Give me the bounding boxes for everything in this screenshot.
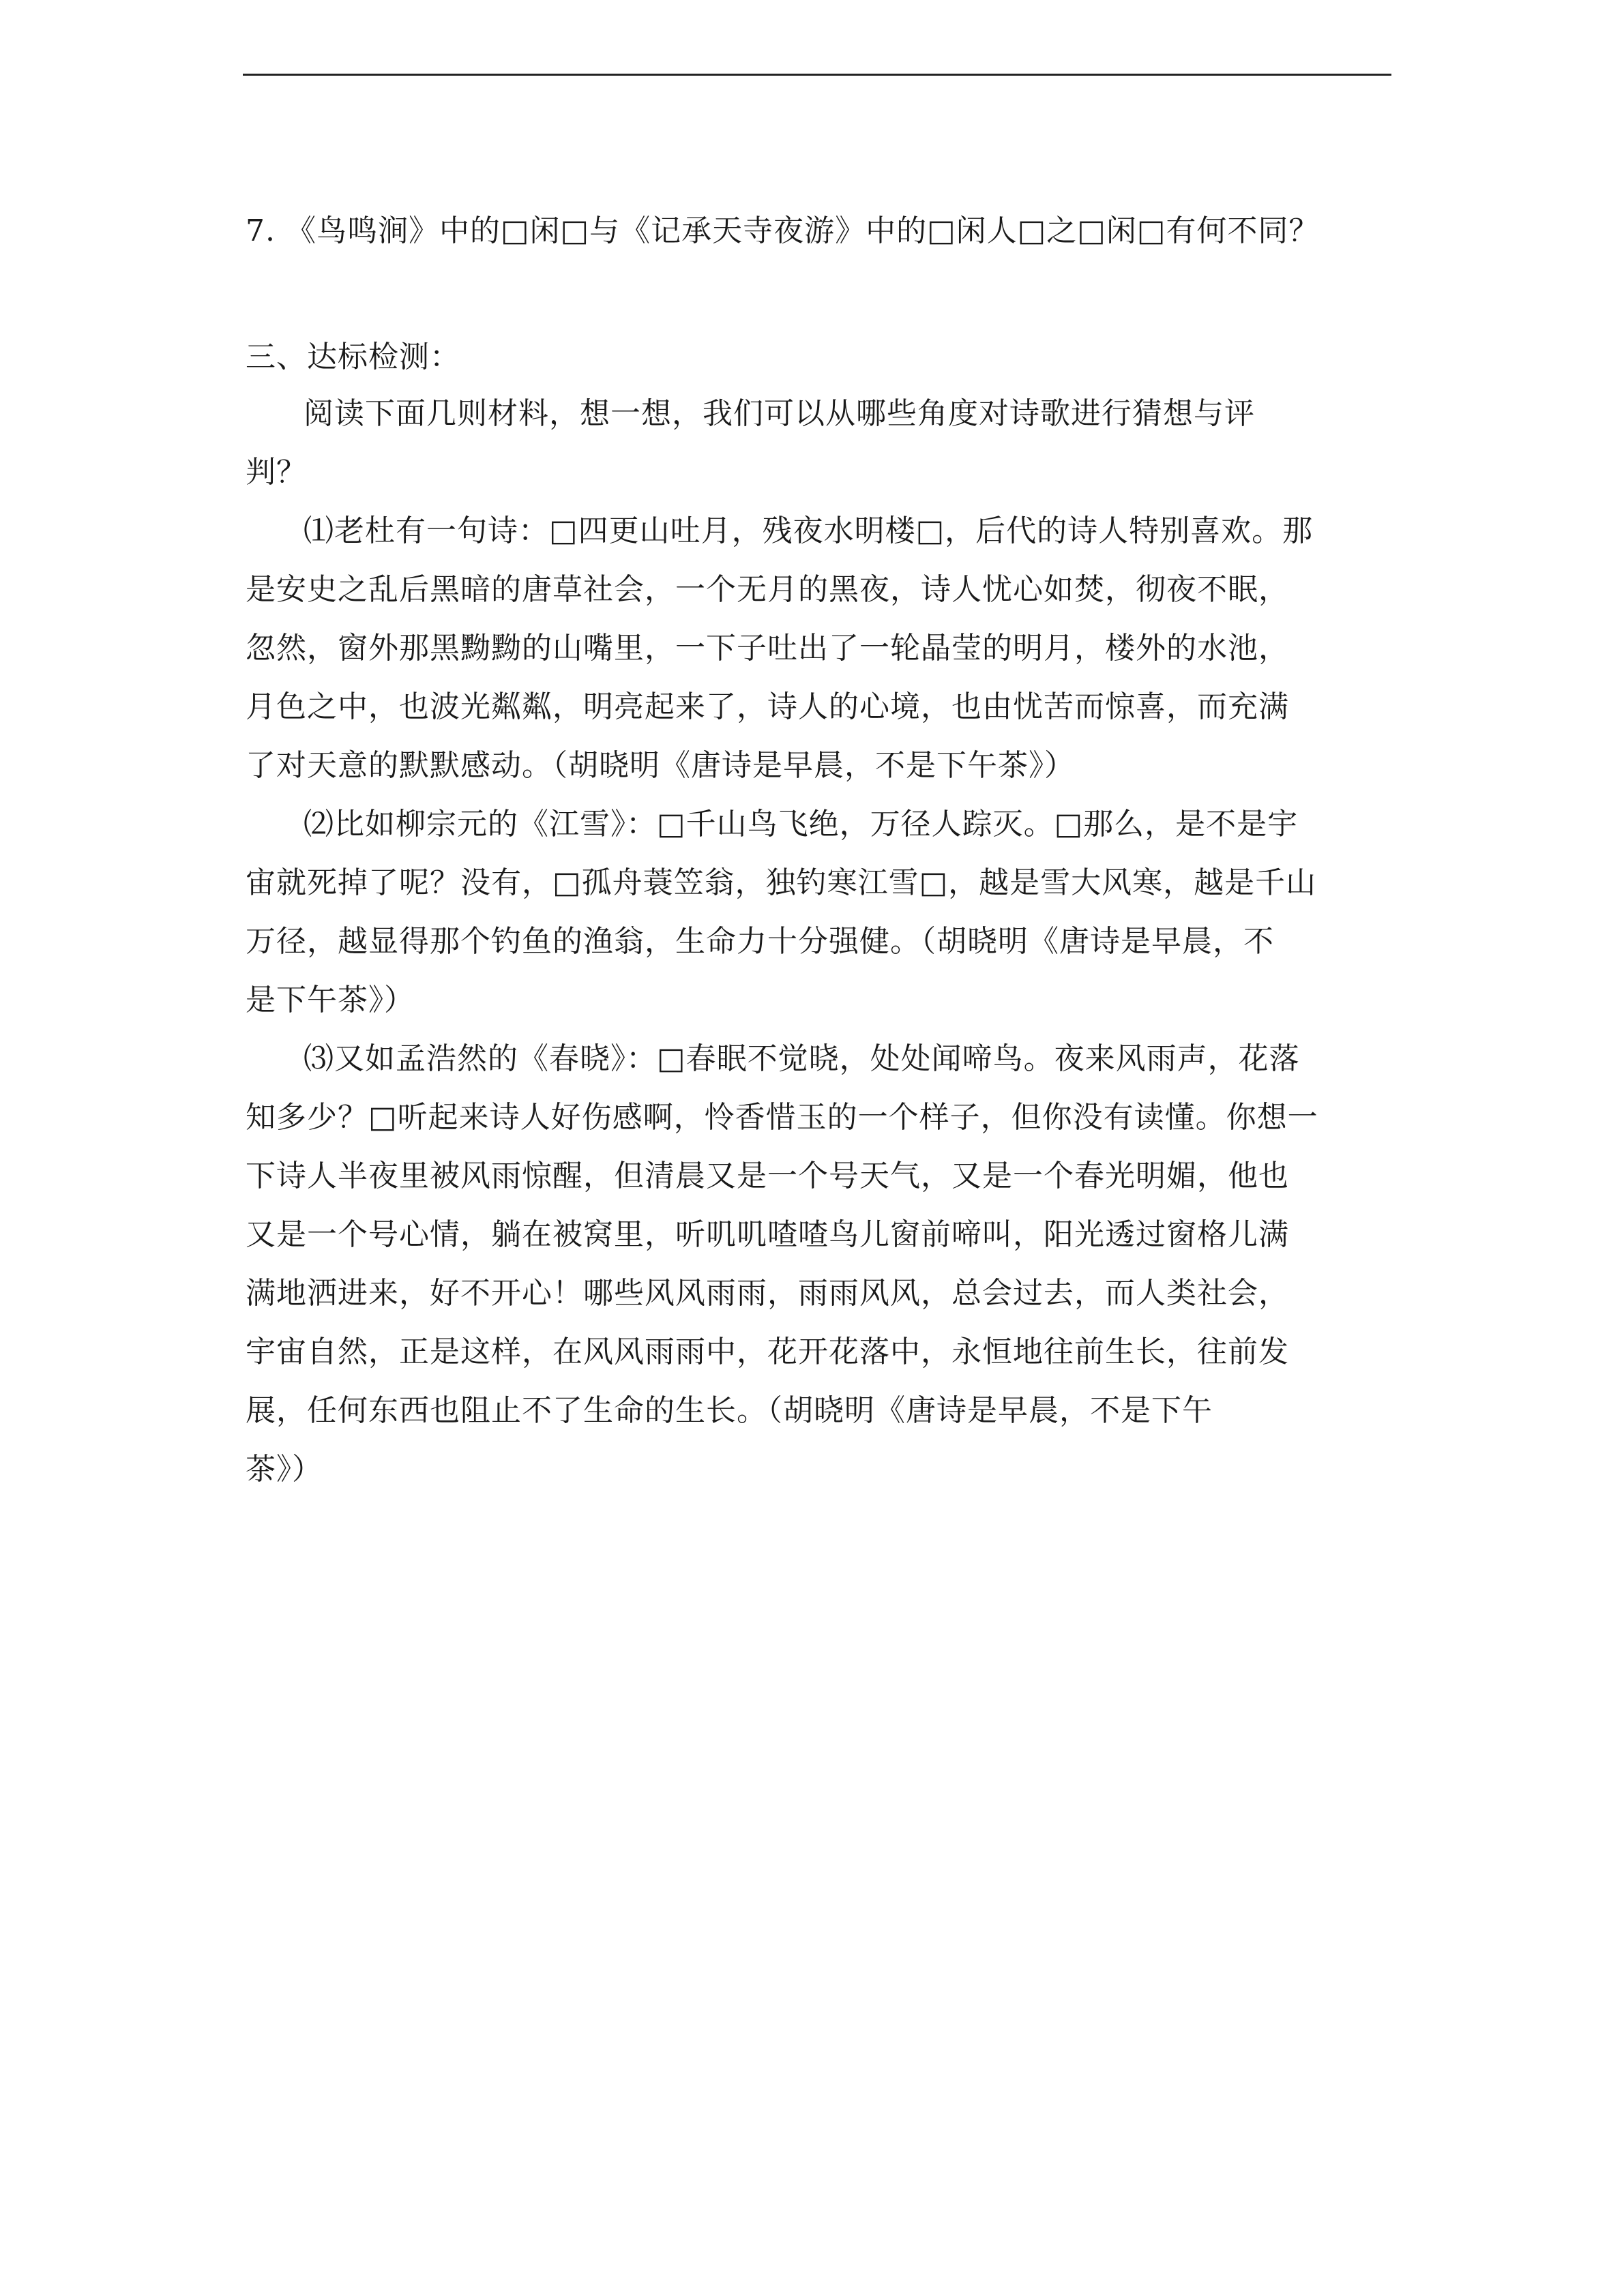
body-line: 阅读下面几则材料，想一想，我们可以从哪些角度对诗歌进行猜想与评	[304, 396, 1255, 431]
body-line: ⑴老杜有一句诗：□四更山吐月，残夜水明楼□，后代的诗人特别喜欢。那	[304, 513, 1314, 548]
body-line: 月色之中，也波光粼粼，明亮起来了，诗人的心境，也由忧苦而惊喜，而充满	[246, 689, 1289, 724]
question-7: 7. 《鸟鸣涧》中的□闲□与《记承天寺夜游》中的□闲人□之□闲□有何不同？	[246, 213, 1320, 248]
body-line: ⑶又如孟浩然的《春晓》：□春眠不觉晓，处处闻啼鸟。夜来风雨声，花落	[304, 1041, 1300, 1076]
body-line: 又是一个号心情，躺在被窝里，听叽叽喳喳鸟儿窗前啼叫，阳光透过窗格儿满	[246, 1217, 1289, 1252]
body-line: 了对天意的默默感动。（胡晓明《唐诗是早晨，不是下午茶》）	[246, 748, 1075, 783]
header-rule	[243, 74, 1391, 76]
body-line: 知多少？□听起来诗人好伤感啊，怜香惜玉的一个样子，但你没有读懂。你想一	[246, 1100, 1318, 1135]
body-line: 茶》）	[246, 1452, 323, 1487]
body-line: 宙就死掉了呢？没有，□孤舟蓑笠翁，独钓寒江雪□，越是雪大风寒，越是千山	[246, 865, 1317, 900]
body-line: 展，任何东西也阻止不了生命的生长。（胡晓明《唐诗是早晨，不是下午	[246, 1393, 1213, 1428]
body-line: 下诗人半夜里被风雨惊醒，但清晨又是一个号天气，又是一个春光明媚，他也	[246, 1159, 1289, 1193]
body-line: 是安史之乱后黑暗的唐草社会，一个无月的黑夜，诗人忧心如焚，彻夜不眠，	[246, 572, 1289, 607]
section-title: 三、达标检测：	[246, 340, 460, 374]
body-line: 判？	[246, 455, 307, 490]
body-line: ⑵比如柳宗元的《江雪》：□千山鸟飞绝，万径人踪灭。□那么，是不是宇	[304, 807, 1299, 841]
body-line: 满地洒进来，好不开心！哪些风风雨雨，雨雨风风，总会过去，而人类社会，	[246, 1276, 1289, 1311]
body-line: 是下午茶》）	[246, 983, 415, 1017]
body-line: 宇宙自然，正是这样，在风风雨雨中，花开花落中，永恒地往前生长，往前发	[246, 1335, 1289, 1369]
body-line: 万径，越显得那个钓鱼的渔翁，生命力十分强健。（胡晓明《唐诗是早晨，不	[246, 924, 1274, 959]
body-line: 忽然，窗外那黑黝黝的山嘴里，一下子吐出了一轮晶莹的明月，楼外的水池，	[246, 631, 1289, 666]
